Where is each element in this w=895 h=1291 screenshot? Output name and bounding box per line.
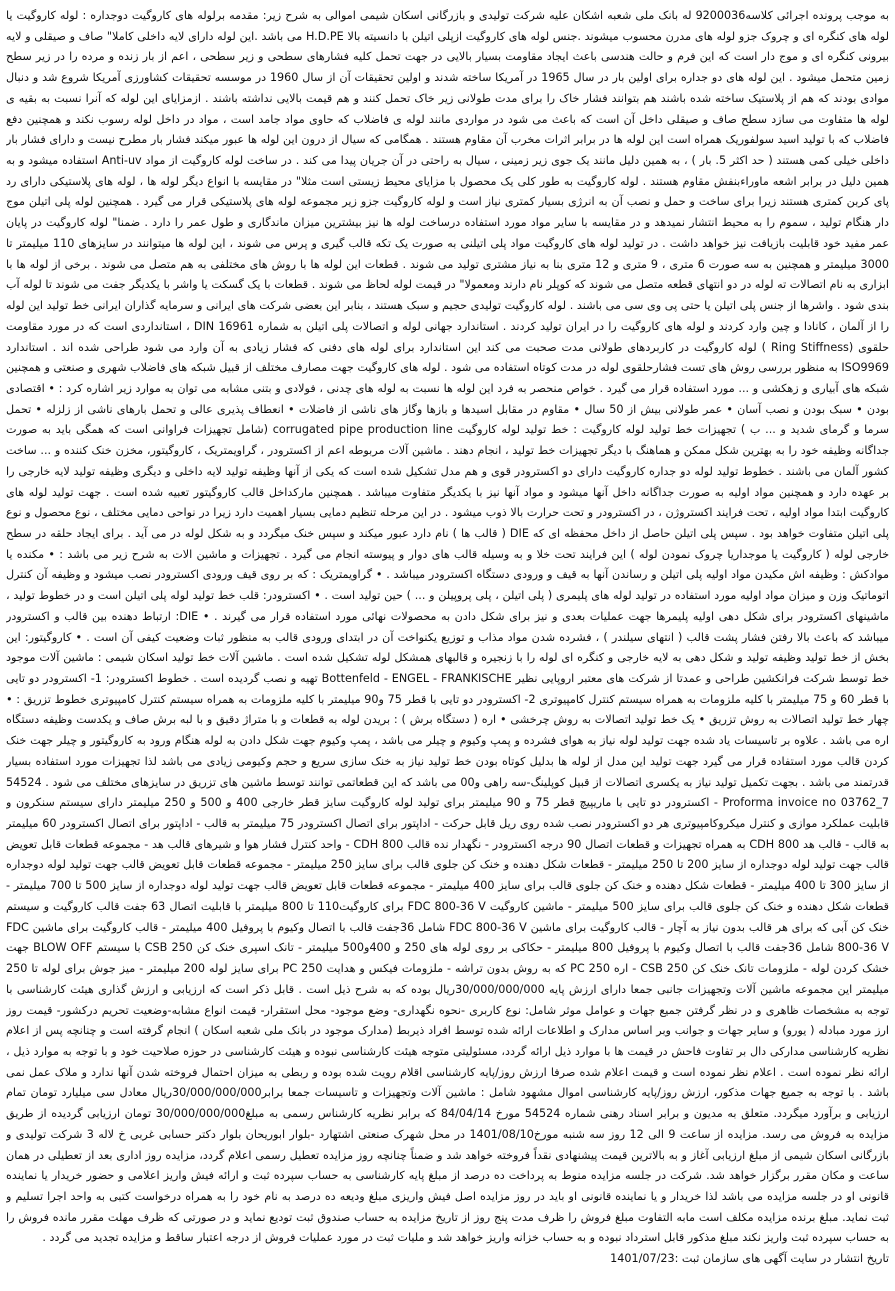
notice-body-text: به موجب پرونده اجرائی کلاسه9200036 له بانک ملی شعبه اشکان علیه شرکت تولیدی و بازرگانی اسکان شیمی اموالی به شرح زیر: مقدمه برلوله های کاروگیت دوجداره : لوله کاروگیت یا لوله های کنگره ای و چروک جزو لوله های مدرن محسوب میشوند .جنس لوله های کاروگیت ازپلی اتیلن با دانسیته بالا H.D.PE می باشد .این لوله دارای لایه داخلی کاملا" صاف و صیقلی و لایه بیرونی کنگره ای و موج دار است که این فرم و حالت هندسی باعث ایجاد مقاومت بسیار بالایی در جهت تحمل کلیه فشارهای سطحی و زیر سطحی ، اعم از بار زنده و مرده را در زیر سطح زمین متحمل میشود . این لوله های دو جداره برای اولین بار در سال 1965 در آمریکا ساخته شدند و اولین تحقیقات آن از سال 1960 در موسسه تحقیقات کشاورزی آمریکا شروع شد و دنبال موادی بودند که هم از پلاستیک ساخته شده باشند هم بتوانند فشار خاک را برای مدت طولانی زیر خاک تحمل کنند و هم قیمت بالایی نداشته باشند . ازمزایای این لوله که آنرا نسبت به بقیه ی لوله ها متفاوت می سازد سطح صاف و صیقلی داخل آن است که باعث می شود در مواردی مانند لوله ی فاضلاب که حاوی مواد جامد است ، مواد در داخل لوله رسوب نکند و همچنین دفع فاضلاب که با تولید اسید سولفوریک همراه است این لوله ها در برابر اثرات مخرب آن مقاوم هستند . همگامی که سیال از درون این لوله ها عبور میکند فشار بار مطرح نیست و دارای فشار بار داخلی خیلی کمی هستند ( حد اکثر 5. بار ) ، به همین دلیل مانند یک جوی زیر زمینی ، سیال به راحتی در آن جریان پیدا می کند . در ساخت لوله کاروگیت از مواد Anti-uv استفاده میشود و به همین دلیل در برابر اشعه ماوراءبنفش مقاوم هستند . لوله کاروگیت به طور کلی یک محصول با مزایای محیط زیستی است مثلا" در مقایسه با انواع دیگر لوله ها ، لوله های پلاستیکی دارای رد پای کربن کمتری هستند زیرا برای ساخت و حمل و نصب آن به انرژی بسیار کمتری نیاز است و لوله کاروگیت جزو زیر مجموعه لوله های پلاستیکی قرار می گیرد . همچنین لوله پلی اتیلن موج دار هنگام تولید ، سموم را به محیط انتشار نمیدهد و در مقایسه با سایر مواد مورد استفاده درساخت لوله ها نیز بیشترین میزان ماندگاری و طول عمر را دارد . ضمنا" لوله کاروگیت در پایان عمر مفید خود قابلیت بازیافت نیز خواهد داشت . در تولید لوله های کاروگیت مواد پلی اتیلنی به صورت یک تکه قالب گیری و پرس می شوند ، این لوله ها میتوانند در سایزهای 110 میلیمتر تا 3000 میلیمتر و همچنین به سه صورت 6 متری ، 9 متری و 12 متری بنا به نیاز مشتری تولید می شوند . قطعات این لوله ها با روش های مختلفی به هم متصل می شوند . برخی از لوله ها با ابزاری به نام اتصالات ته لوله در دو انتهای قطعه متصل می شوند که کوپلر نام دارند ومعمولا" در قیمت لوله لحاظ می شوند . قطعات با یک گسکت یا واشر با یکدیگر جفت می شوند تا لوله آب بندی شود . واشرها از جنس پلی اتیلن یا حتی پی وی سی می باشند . لوله کاروگیت تولیدی حجیم و سبک هستند ، بنابر این بعضی شرکت های ایرانی و سرمایه گذاران ایرانی خط تولید این لوله را از آلمان ، کانادا و چین وارد کردند و لوله های کاروگیت را در ایران تولید کردند . استاندارد جهانی لوله و اتصالات پلی اتیلن به شماره DIN 16961 ، استانداردی است که در مورد مقاومت حلقوی (Ring Stiffness ) لوله کاروگیت در کاربردهای طولانی مدت صحبت می کند این استاندارد برای لوله های دفنی که فشار زیادی به آن وارد می شود طراحی شده اند . استاندارد ISO9969 به منظور بررسی روش های تست فشارحلقوی لوله در مدت کوتاه استفاده می شود . لوله های کاروگیت جهت مصارف مختلف از قبیل شبکه های فاضلاب شهری و صنعتی و همچنین شبکه های آبیاری و زهکشی و ... مورد استفاده قرار می گیرد . خواص منحصر به فرد این لوله ها نسبت به لوله های چدنی ، فولادی و بتنی مشابه می توان به موارد زیر اشاره کرد : • اقتصادی بودن • سبک بودن و نصب آسان • عمر طولانی بیش از 50 سال • مقاوم در مقابل اسیدها و بازها وگاز های ناشی از فاضلات • انعطاف پذیری عالی و تحمل بارهای ناشی از زلزله • تحمل سرما و گرمای شدید و ... ب ) تجهیزات خط تولید لوله کاروگیت : خط تولید لوله کاروگیت corrugated pipe production line (شامل تجهیزات فراوانی است که همگی باید به صورت جداگانه وظیفه خود را به بهترین شکل ممکن و هماهنگ با دیگر تجهیزات خط تولید ، انجام دهند . ماشین آلات مربوطه اعم از اکسترودر ، گراویمتریک ، کاروگیتور، مخزن خنک کننده و ... ساخت کشور آلمان می باشند . خطوط تولید لوله دو جداره کاروگیت دارای دو اکسترودر قوی و هم مدل تشکیل شده است که یکی از آنها وظیفه تولید لایه داخلی و دیگری وظیفه تولید لایه خارجی را بر عهده دارد و همچنین مواد اولیه به صورت جداگانه داخل آنها میشود و مواد آنها نیز با یکدیگر متفاوت میباشد . همچنین مارکداخل قالب کاروگیتور تعبیه شده است . جهت تولید لوله های کاروگیت ابتدا مواد اولیه ، تحت فرایند اکستروژن ، در اکسترودر و تحت حرارت بالا ذوب میشود . در این مرحله تنظیم دمایی بسیار اهمیت دارد زیرا در نواحی دمایی مختلف ، نوع محصول و نوع پلی اتیلن متفاوت خواهد بود . سپس پلی اتیلن حاصل از داخل محفظه ای که DIE ( قالب ها ) نام دارد عبور میکند و سپس خنک میگردد و به شکل لوله در می آید . برای ایجاد حلقه در سطح خارجی لوله ( کاروگیت یا موجداریا چروک نمودن لوله ) این فرایند تحت خلا و به وسیله قالب های دوار و پیوسته انجام می گیرد . تجهیزات و ماشین الات به شرح زیر می باشد : • مکنده یا موادکش : وظیفه اش مکیدن مواد اولیه پلی اتیلن و رساندن آنها به قیف و ورودی دستگاه اکسترودر میباشد . • گراویمتریک : که بر روی قیف ورودی اکسترودر نصب میشود و وظیفه آن کنترل اتوماتیک وزن و میزان مواد اولیه مورد استفاده در تولید لوله های پلیمری ( پلی اتیلن ، پلی پروپیلن و ... ) حین تولید است . • اکسترودر: قلب خط تولید لوله پلی اتیلن است و در خطوط تولید ، ماشینهای اکسترودر برای شکل دهی اولیه پلیمرها جهت عملیات بعدی و نیز برای شکل دادن به محصولات نهائی مورد استفاده قرار می گیرند . • DIE: ارتباط دهنده بین قالب و اکسترودر میباشد که باعث بالا رفتن فشار پشت قالب ( انتهای سیلندر ) ، فشرده شدن مواد مذاب و توزیع یکنواخت آن در ابتدای ورودی قالب به منظور ثبات وضعیت کیفی آن است . • کاروگیتور: این بخش از خط تولید وظیفه تولید و شکل دهی به لایه خارجی و کنگره ای لوله را با زنجیره و قالبهای همشکل لوله تشکیل شده است . ماشین آلات خط تولید اسکان شیمی : ماشین آلات موجود خط توسط شرکت فرانکشین طراحی و عمدتا از شرکت های معتبر اروپایی نظیر Bottenfeld - ENGEL - FRANKISCHE تهیه و نصب گردیده است . خطوط اکسترودر: 1- اکسترودر دو تایی با قطر 60 و 75 میلیمتر با کلیه ملزومات به همراه سیستم کنترل کامپیوتری 2- اکسترودر دو تایی با قطر 75 و90 میلیمتر با کلیه ملزومات به همراه سیستم کنترل کامپیوتری خطوط تزریق : • چهار خط تولید اتصالات به روش تزریق • یک خط تولید اتصالات به روش چرخشی • اره ( دستگاه برش ) : بریدن لوله به قطعات و با متراژ دقیق و با لبه برش صاف و یکدست وظیفه دستگاه اره می باشد . علاوه بر تاسیسات یاد شده جهت تولید لوله نیاز به هوای فشرده و پمپ وکیوم و چیلر می باشد ، پمپ وکیوم جهت شکل دادن به لوله هنگام ورود به کاروگیتور و چیلر جهت خنک کردن قالب مورد استفاده قرار می گیرد جهت تولید این مدل از لوله ها بدلیل کوتاه بودن خط تولید نیاز به خنک سازی سریع و حجم وکیومی زیادی می باشد لذا تجهیزات مورد استفاده بسیار قدرتمند می باشد . بجهت تکمیل تولید نیاز به یکسری اتصالات از قبیل کوپلینگ-سه راهی و00 می باشد که این قطعاتمی توانند توسط ماشین های تزریق در سایزهای مختلف می شود . 54524 7_03762 Proforma invoice no - اکسترودر دو تایی با ماریپیچ قطر 75 و 90 میلیمتر برای تولید لوله کاروگیت سایز قطر خارجی 400 و 500 و 250 میلیمتر دارای سیستم سنکرون و قابلیت عملکرد موازی و کنترل میکروکامپیوتری هر دو اکسترودر نصب شده روی ریل قابل حرکت - اداپتور برای اتصال اکسترودر 75 میلیمتر به قالب - اداپتور برای اتصال اکسترودر 60 میلیمتر به قالب - قالب هد CDH 800 به همراه تجهیزات و قطعات اتصال 90 درجه اکسترودر - نگهدار نده قالب CDH 800 - واحد کنترل فشار هوا و شیرهای قالب هد - مجموعه قطعات قابل تعویض قالب جهت تولید لوله دوجداره از سایز 200 تا 250 میلیمتر - قطعات شکل دهنده و خنک کن جلوی قالب برای سایز 250 میلیمتر - مجموعه قطعات قابل تعویض قالب جهت تولید لوله دوجداره از سایز 300 تا 400 میلیمتر - قطعات شکل دهنده و خنک کن جلوی قالب برای سایز 400 میلیمتر - مجموعه قطعات قابل تعویض قالب جهت تولید لوله دوجداره از سایز 500 تا 700 میلیمتر - قطعات شکل دهنده و خنک کن جلوی قالب برای سایز 500 میلیمتر - ماشین کاروگیت FDC 800-36 V برای کاروگیت110 تا 800 میلیمتر با قابلیت اتصال 63 جفت قالب کاروگیت و سیستم خنک کن آبی که برای هر قالب بدون نیاز به آچار - قالب کاروگیت برای ماشین FDC 800-36 V شامل 36جفت قالب با اتصال وکیوم با پروفیل 400 میلیمتر - قالب کاروگیت برای ماشین FDC 800-36 V شامل 36جفت قالب با اتصال وکیوم با پروفیل 800 میلیمتر - حکاکی بر روی لوله های 250 و 400و500 میلیمتر - تانک اسپری خنک کن CSB 250 با سیستم BLOW OFF جهت خشک کردن لوله - ملزومات تانک خنک کن CSB 250 - اره PC 250 که به روش بدون تراشه - ملزومات فیکس و هدایت PC 250 برای سایز لوله 200 میلیمتر - میز جوش برای لوله تا 250 میلیمتر این مجموعه ماشین آلات وتجهیزات جانبی جمعا دارای ارزش پایه 30/000/000/000ریال بوده که به شرح ذیل است . قابل ذکر است که ارزیابی و ارزش گذاری هیئت کارشناسی با توجه به مشخصات ظاهری و در نظر گرفتن جمیع جهات و عوامل موثر شامل: نوع کاربری -نحوه نگهداری- وضع موجود- محل استقرار- قیمت انواع مشابه-وضعیت تحریم درکشور- قیمت روز ارز مورد مبادله ( یورو) و سایر جهات و جوانب وبر اساس مدارک و اطلاعات ارائه شده توسط افراد ذیربط (مدارک موجود در بانک ملی شعبه اسکان ) انجام گرفته است و چنانچه پس از اعلام نظریه کارشناسی مدارکی دال بر تفاوت فاحش در قیمت ها با موارد ذیل ارائه گردد، مسئولیتی متوجه هیئت کارشناسی نبوده و هیئت کارشناسی در حوزه صلاحیت خود و با توجه به موارد ذیل ، ارائه نظر نموده است . اعلام نظر نموده است و قیمت اعلام شده صرفا ارزش روز/پایه کارشناسی اقلام رویت شده بوده و ربطی به میزان احتمال فروخته شدن آنها ندارد و ملاک عمل نمی باشد . با توجه به جمیع جهات مذکور، ارزش روز/پایه کارشناسی اموال مشهود شامل : ماشین آلات وتجهیزات و تاسیسات جمعا برابر30/000/000/000ریال معادل سی میلیارد تومان تمام ارزیابی و برآورد میگردد. متعلق به مدیون و برابر اسناد رهنی شماره 54524 مورخ 84/04/14 که برابر نظریه کارشناس رسمی به مبلغ30/000/000/000 تومان ارزیابی گردیده از طریق مزایده به فروش می رسد. مزایده از ساعت 9 الی 12 روز سه شنبه مورخ1401/08/10 در محل شهرک صنعتی اشتهارد -بلوار ابوریحان بلوار دکتر حسابی غربی خ لاله 3 شرکت تولیدی و بازرگانی اسکان شیمی از مبلغ ارزیابی آغاز و به بالاترین قیمت پیشنهادی نقداً فروخته خواهد شد و ضمناً چنانچه روز مزایده تعطیل رسمی اعلام گردد، مزایده روز اداری بعد از تعطیلی در همان ساعت و مکان مقرر برگزار خواهد شد. شرکت در جلسه مزایده منوط به پرداخت ده درصد از مبلغ پایه کارشناسی به حساب سپرده ثبت و ارائه فیش واریز اعلامی و حضور خریدار یا نماینده قانونی او در جلسه مزایده می باشد لذا خریدار و یا نماینده قانونی او باید در روز مزایده اصل فیش واریزی مبلغ ودیعه ده درصد به نام خود را به همراه درخواست کتبی به واحد اجرا تسلیم و ثبت نماید. مبلغ برنده مزایده مکلف است مابه التفاوت مبلغ فروش را ظرف مدت پنج روز از تاریخ مزایده به حساب صندوق ثبت تودیع نماید و در صورتی که ظرف مهلت مقرر مانده فروش را به حساب سپرده ثبت واریز نکند مبلغ مذکور قابل استرداد نبوده و به حساب خزانه واریز خواهد شد و ملیات ثبت در مورد عملیات فروش از درجه اعتبار ساقط و مزایده تجدید می گردد . bbox=[6, 9, 889, 1245]
publish-date-line: تاریخ انتشار در سایت آگهی های سازمان ثبت :1401/07/23 bbox=[610, 1252, 889, 1266]
auction-notice-document bbox=[6, 6, 889, 1285]
